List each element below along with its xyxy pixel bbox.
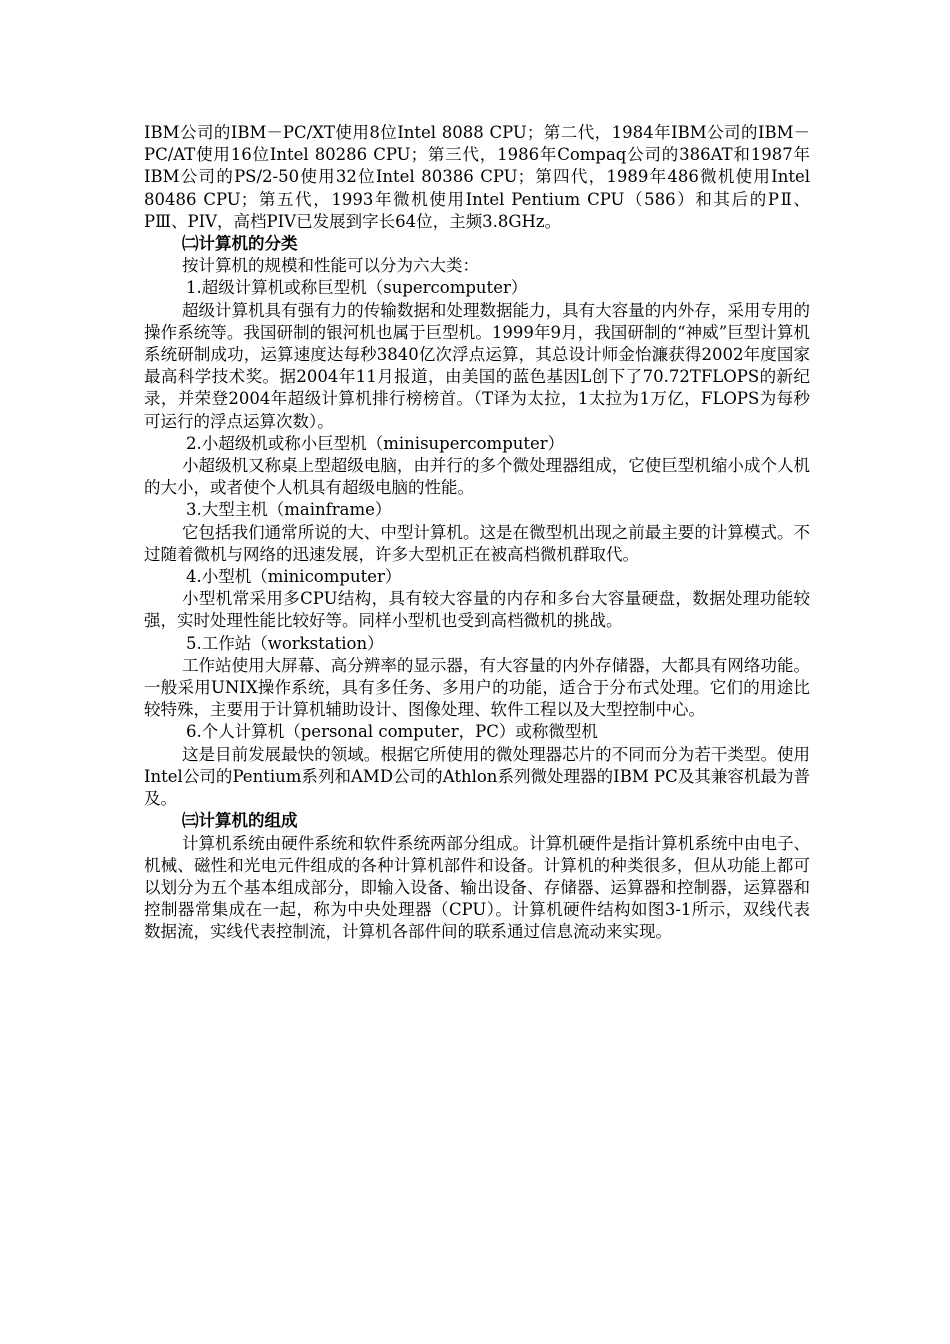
paragraph-minicomputer: 小型机常采用多CPU结构，具有较大容量的内存和多台大容量硬盘，数据处理功能较强，实时处理性能比较好等。同样小型机也受到高档微机的挑战。 xyxy=(144,589,810,631)
paragraph-cpu-history: IBM公司的IBM－PC/XT使用8位Intel 8088 CPU；第二代，1984年IBM公司的IBM－PC/AT使用16位Intel 80286 CPU；第三代，1986年Compaq公司的386AT和1987年IBM公司的PS/2-50使用32位Intel 80386 CPU；第四代，1989年486微机使用Intel 80486 CPU；第五代，1993年微机使用Intel Pentium CPU（586）和其后的PⅡ、PⅢ、PIV，高档PIV已发展到字长64位，主频3.8GHz。 xyxy=(144,123,810,231)
paragraph-personal-computer: 这是目前发展最快的领域。根据它所使用的微处理器芯片的不同而分为若干类型。使用Intel公司的Pentium系列和AMD公司的Athlon系列微处理器的IBM PC及其兼容机最为普及。 xyxy=(144,744,810,809)
paragraph-supercomputer: 超级计算机具有强有力的传输数据和处理数据能力，具有大容量的内外存，采用专用的操作系统等。我国研制的银河机也属于巨型机。1999年9月，我国研制的“神威”巨型计算机系统研制成功，运算速度达每秒3840亿次浮点运算，其总设计师金怡濂获得2002年度国家最高科学技术奖。据2004年11月报道，由美国的蓝色基因L创下了70.72TFLOPS的新纪录，并荣登2004年超级计算机排行榜榜首。（T译为太拉，1太拉为1万亿，FLOPS为每秒可运行的浮点运算次数）。 xyxy=(144,300,810,431)
paragraph-composition: 计算机系统由硬件系统和软件系统两部分组成。计算机硬件是指计算机系统中由电子、机械、磁性和光电元件组成的各种计算机部件和设备。计算机的种类很多，但从功能上都可以划分为五个基本组成部分，即输入设备、输出设备、存储器、运算器和控制器，运算器和控制器常集成在一起，称为中央处理器（CPU）。计算机硬件结构如图3-1所示，双线代表数据流，实线代表控制流，计算机各部件间的联系通过信息流动来实现。 xyxy=(144,833,810,942)
paragraph-minisupercomputer: 小超级机又称桌上型超级电脑，由并行的多个微处理器组成，它使巨型机缩小成个人机的大小，或者使个人机具有超级电脑的性能。 xyxy=(144,456,810,498)
section-heading-classification: ㈡计算机的分类 xyxy=(182,234,298,254)
subheading-minisupercomputer: 2.小超级机或称小巨型机（minisupercomputer） xyxy=(186,433,565,453)
paragraph-mainframe: 它包括我们通常所说的大、中型计算机。这是在微型机出现之前最主要的计算模式。不过随着微机与网络的迅速发展，许多大型机正在被高档微机群取代。 xyxy=(144,522,810,564)
paragraph-workstation: 工作站使用大屏幕、高分辨率的显示器，有大容量的内外存储器，大都具有网络功能。一般采用UNIX操作系统，具有多任务、多用户的功能，适合于分布式处理。它们的用途比较特殊，主要用于计算机辅助设计、图像处理、软件工程以及大型控制中心。 xyxy=(144,655,810,720)
subheading-supercomputer: 1.超级计算机或称巨型机（supercomputer） xyxy=(186,278,528,298)
subheading-minicomputer: 4.小型机（minicomputer） xyxy=(186,567,402,587)
section-heading-composition: ㈢计算机的组成 xyxy=(182,811,298,831)
paragraph-six-categories: 按计算机的规模和性能可以分为六大类： xyxy=(182,256,479,276)
subheading-personal-computer: 6.个人计算机（personal computer，PC）或称微型机 xyxy=(186,722,598,742)
subheading-mainframe: 3.大型主机（mainframe） xyxy=(186,500,392,520)
document-body xyxy=(144,122,810,944)
subheading-workstation: 5.工作站（workstation） xyxy=(186,633,384,653)
